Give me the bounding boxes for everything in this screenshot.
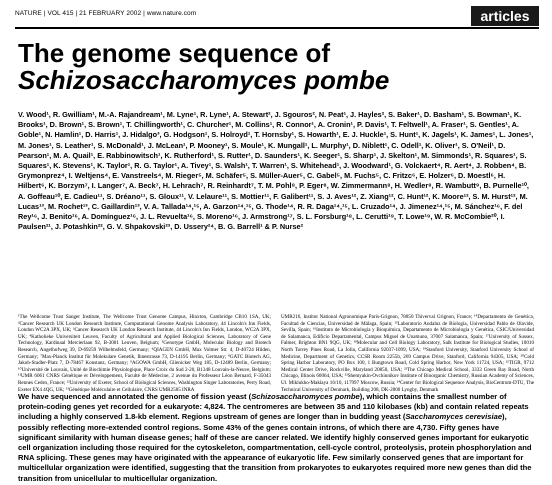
title-line-2-species: Schizosaccharomyces pombe [18, 65, 390, 95]
abstract-text-2: ), which contains the smallest number of protein-coding genes yet recorded for a eukaryote: 4,824. The centromeres are between 35 and 110 kilobases (kb) and contain related repeats including a highly conserved 1.8-kb element. Regions upstream of genes are longer than in budding yeast ( [18, 392, 529, 422]
article-title [18, 40, 538, 94]
abstract-text-3: ), possibly reflecting more-extended control regions. Some 43% of the genes contain introns, of which there are 4,730. Fifty genes have significant similarity with human disease genes; half of these are cancer related. We identify highly conserved genes important for eukaryotic cell organization including those required for the cytoskeleton, compartmentation, cell-cycle control, proteolysis, protein phosphorylation and RNA splicing. These genes may have originated with the appearance of eukaryotic life. Few similarly conserved genes that are important for multicellular organization were identified, suggesting that the transition from prokaryotes to eukaryotes required more new genes than did the transition from unicellular to multicellular organization. [18, 412, 532, 483]
abstract-species-1: Schizosaccharomyces pombe [251, 392, 360, 401]
affiliations-right-column: UMR216, Institut National Agronomique Paris-Grignon, 78850 Thiverval Grignon, France; ¹⁴Departamento de Genética, Facultad de Ciencias, Universidad de Málaga, Spain; ¹⁵Laboratorio Andaluz de Biología, Universidad Pablo de Olavide, Sevilla, Spain; ¹⁶Instituto de Microbiología y Bioquímica, Departamento de Microbiología y Genética, CSIC/Universidad de Salamanca, Edificio Departamental, Campus Miguel de Unamuno, 37007 Salamanca, Spain; ¹⁷University of Sussex, Falmer, Brighton BN1 9QG, UK; ¹⁸Molecular and Cell Biology Laboratory, Salk Institute for Biological Studies, 10010 North Torrey Pines Road, La Jolla, California 92037-1099, USA; ¹⁹Stanford University, Stanford University School of Medicine, Department of Genetics, CCSR Room 2255b, 269 Campus Drive, Stanford, California 94305, USA; ²⁰Cold Spring Harbor Laboratory, PO Box 100, 1 Bungtown Road, Cold Spring Harbor, New York 11724, USA; ²¹TIGR, 9712 Medical Center Drive, Rockville, Maryland 20850, USA; ²²The Chicago Medical School, 3333 Green Bay Road, North Chicago, Illinois 60064, USA; ²³Shemyakin-Ovchinnikov Institute of Bioorganic Chemistry, Russian Academy of Sciences, Ul. Miklukho-Maklaya 16/10, 117997 Moscow, Russia; ²⁴Center for Biological Sequence Analysis, BioCentrum-DTU, The Technical University of Denmark, Building 208, DK-2800 Lyngby, Denmark [281, 314, 534, 393]
author-list: V. Wood¹, R. Gwilliam¹, M.-A. Rajandream¹, M. Lyne¹, R. Lyne¹, A. Stewart², J. Sgouros², N. Peat¹, J. Hayles², S. Baker¹, D. Basham¹, S. Bowman¹, K. Brooks¹, D. Brown¹, S. Brown¹, T. Chillingworth¹, C. Churcher¹, M. Collins¹, R. Connor¹, A. Cronin¹, P. Davis¹, T. Feltwell¹, A. Fraser¹, S. Gentles¹, A. Goble¹, N. Hamlin¹, D. Harris¹, J. Hidalgo³, G. Hodgson¹, S. Holroyd¹, T. Hornsby¹, S. Howarth¹, E. J. Huckle¹, S. Hunt¹, K. Jagels¹, K. James¹, L. Jones¹, M. Jones¹, S. Leather¹, S. McDonald¹, J. McLean¹, P. Mooney¹, S. Moule¹, K. Mungall¹, L. Murphy¹, D. Niblett¹, C. Odell¹, K. Oliver¹, S. O'Neil¹, D. Pearson¹, M. A. Quail¹, E. Rabbinowitsch¹, K. Rutherford¹, S. Rutter¹, D. Saunders¹, K. Seeger¹, S. Sharp¹, J. Skelton¹, M. Simmonds¹, R. Squares¹, S. Squares¹, K. Stevens¹, K. Taylor¹, R. G. Taylor¹, A. Tivey¹, S. Walsh¹, T. Warren¹, S. Whitehead¹, J. Woodward¹, G. Volckaert⁴, R. Aert⁴, J. Robben⁴, B. Grymonprez⁴, I. Weltjens⁴, E. Vanstreels⁴, M. Rieger⁵, M. Schäfer⁵, S. Müller-Auer⁵, C. Gabel⁵, M. Fuchs⁵, C. Fritzc⁶, E. Holzer⁶, D. Moestl⁶, H. Hilbert⁶, K. Borzym⁷, I. Langer⁷, A. Beck⁷, H. Lehrach⁷, R. Reinhardt⁷, T. M. Pohl⁸, P. Eger⁸, W. Zimmermann⁸, H. Wedler⁸, R. Wambutt⁹, B. Purnelle¹⁰, A. Goffeau¹⁰, E. Cadieu¹¹, S. Dréano¹¹, S. Gloux¹¹, V. Lelaure¹¹, S. Mottier¹¹, F. Galibert¹¹, S. J. Aves¹², Z. Xiang¹², C. Hunt¹², K. Moore¹², S. M. Hurst¹², M. Lucas¹³, M. Rochet¹³, C. Gaillardin¹³, V. A. Tallada¹⁴,¹⁵, A. Garzon¹⁴,¹⁵, G. Thode¹⁴, R. R. Daga¹⁴,¹⁵, L. Cruzado¹⁴, J. Jimenez¹⁴,¹⁵, M. Sánchez¹⁶, F. del Rey¹⁶, J. Benito¹⁶, A. Domínguez¹⁶, J. L. Revuelta¹⁶, S. Moreno¹⁶, J. Armstrong¹⁷, S. L. Forsburg¹⁸, L. Cerutti¹⁹, T. Lowe¹⁹, W. R. McCombie²⁰, I. Paulsen²¹, J. Potashkin²², G. V. Shpakovski²³, D. Ussery²⁴, B. G. Barrell¹ & P. Nurse² [18, 110, 534, 232]
abstract-species-2: Saccharomyces cerevisiae [405, 412, 503, 422]
journal-citation-line: NATURE | VOL 415 | 21 FEBRUARY 2002 | www.nature.com [15, 10, 197, 17]
abstract [18, 392, 534, 484]
affiliations-left-column: ¹The Wellcome Trust Sanger Institute, The Wellcome Trust Genome Campus, Hinxton, Cambridge CB10 1SA, UK; ²Cancer Research UK London Research Institute, Computational Genome Analysis Laboratory, 44 Lincoln's Inn Fields, London WC2A 3PX, UK; ³Cancer Research UK London Research Institute, 44 Lincoln's Inn Fields, London, WC2A 3PX, UK; ⁴Katholieke Universiteit Leuven, Faculty of Agricultural and Applied Biological Sciences, Laboratory of Gene Technology, Kardinaal Mercierlaan 92, B-3001 Leuven, Belgium; ⁵Genotype GmbH, Molecular Biology and Biotech Research, Angelhofweg 39, D-69259 Wilhelmsfeld, Germany; ⁶QIAGEN GmbH, Max Volmer Str. 4, D-40724 Hilden, Germany; ⁷Max-Planck Institut für Molekulare Genetik, Ihnestrasse 73, D-14195 Berlin, Germany; ⁸GATC Biotech AG, Jakob-Stadler-Platz 7, D-78467 Konstanz, Germany; ⁹AGOWA GmbH, Glienicker Weg 185, D-12489 Berlin, Germany; ¹⁰Université de Louvain, Unité de Biochimie Physiologique, Place Croix du Sud 2-20, B1348 Louvain-la-Neuve, Belgium; ¹¹UMR 6061 CNRS Génétique et Développement, Faculté de Médecine, 2 avenue du Professeur Léon Bernard, F-35043 Rennes Cedex, France; ¹²University of Exeter, School of Biological Sciences, Washington Singer Laboratories, Perry Road, Exeter EX4 4QG, UK; ¹³Génétique Moléculaire et Cellulaire, CNRS UMR2585 INRA [18, 314, 271, 393]
header-rule [15, 27, 539, 29]
abstract-text-1: We have sequenced and annotated the genome of fission yeast ( [18, 392, 252, 401]
affiliations [18, 314, 534, 393]
page-header [15, 8, 539, 24]
section-tag-articles: articles [471, 6, 539, 26]
title-line-1: The genome sequence of [18, 38, 331, 68]
